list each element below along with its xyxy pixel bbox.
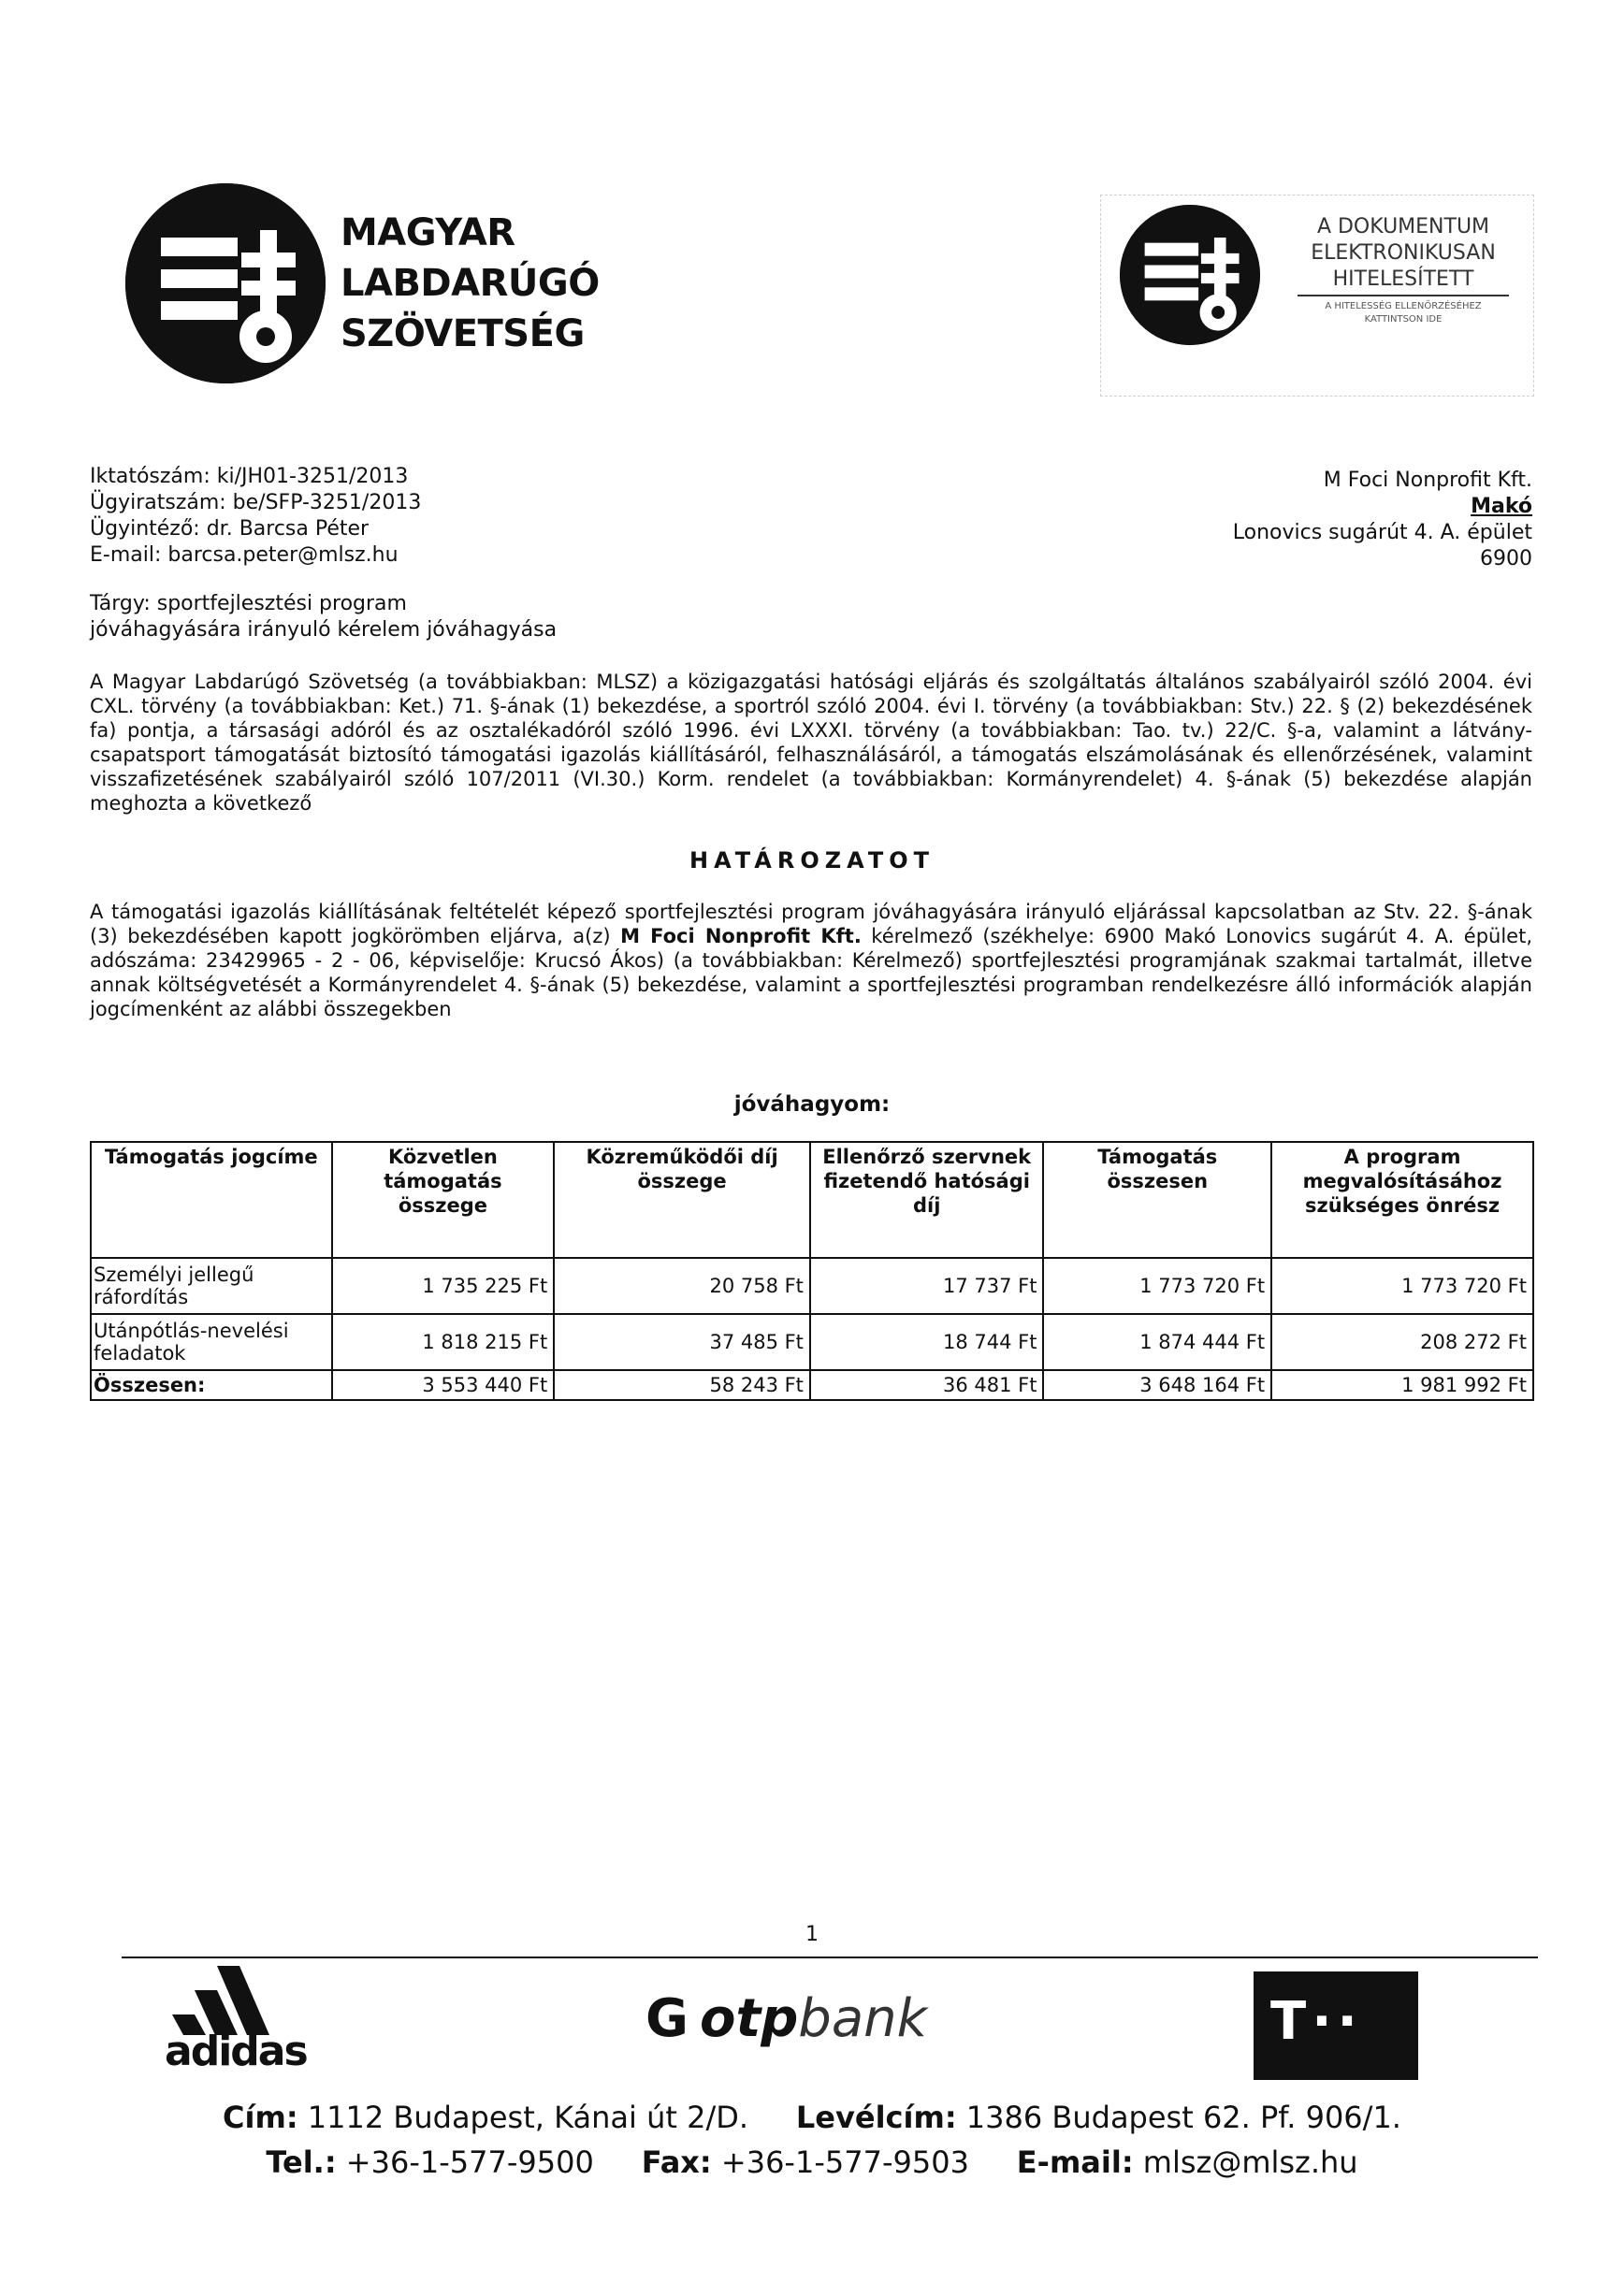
intro-paragraph: A Magyar Labdarúgó Szövetség (a továbbiakban: MLSZ) a közigazgatási hatósági eljárás és szolgáltatás általános szabályairól szóló 2004. évi CXL. törvény (a továbbiakban: Ket.) 71. §-ának (1) bekezdése, a sportról szóló 2004. évi I. törvény (a továbbiakban: Stv.) 22. § (2) bekezdésének fa) pontja, a társasági adóról és az osztalékadóról szóló 1996. évi LXXXI. törvény (a továbbiakban: Tao. tv.) 22/C. §-a, valamint a látvány-csapatsport támogatását biztosító támogatási igazolás kiállításáról, felhasználásáról, a támogatás elszámolásának és ellenőrzésének, valamint visszafizetésének szabályairól szóló 107/2011 (VI.30.) Korm. rendelet (a továbbiakban: Kormányrendelet) 4. §-ának (5) bekezdése alapján meghozta a következő	[90, 671, 1532, 815]
otp-wordmark-bold: otp	[699, 1988, 799, 2049]
phone-value: +36-1-577-9500	[345, 2144, 594, 2180]
table-cell: Összesen:	[91, 1370, 332, 1400]
table-header: Ellenőrző szervnek fizetendő hatósági díj	[810, 1142, 1044, 1258]
table-header: Közreműködői díj összege	[554, 1142, 810, 1258]
subject	[90, 591, 557, 643]
footer-contact-line	[0, 2144, 1624, 2181]
email-label: E-mail:	[1016, 2144, 1134, 2180]
adidas-wordmark: adidas	[165, 2028, 307, 2075]
address-label: Cím:	[223, 2100, 298, 2135]
table-cell: 1 735 225 Ft	[332, 1258, 555, 1314]
file-number: Iktatószám: ki/JH01-3251/2013	[90, 465, 409, 488]
postal-value: 1386 Budapest 62. Pf. 906/1.	[965, 2100, 1401, 2135]
table-header-row	[91, 1142, 1533, 1258]
org-name-line1: MAGYAR	[341, 211, 515, 254]
fax-label: Fax:	[641, 2144, 712, 2180]
table-total-row	[91, 1370, 1533, 1400]
table-cell: 1 818 215 Ft	[332, 1314, 555, 1370]
page-number: 1	[805, 1923, 819, 1946]
table-row	[91, 1258, 1533, 1314]
footer-address-line	[0, 2099, 1624, 2136]
recipient-zip: 6900	[1480, 547, 1532, 570]
mlsz-crest-icon	[125, 183, 326, 383]
table-cell: 18 744 Ft	[810, 1314, 1044, 1370]
case-officer: Ügyintéző: dr. Barcsa Péter	[90, 517, 370, 541]
recipient-city: Makó	[1471, 495, 1532, 518]
table-header: Támogatás jogcíme	[91, 1142, 332, 1258]
table-cell: 208 272 Ft	[1271, 1314, 1533, 1370]
grant-table	[90, 1141, 1534, 1401]
subject-line1: Tárgy: sportfejlesztési program	[90, 592, 407, 615]
otp-wordmark-light: bank	[798, 1988, 928, 2049]
document-meta	[90, 464, 421, 569]
table-row	[91, 1314, 1533, 1370]
table-cell: 3 648 164 Ft	[1043, 1370, 1271, 1400]
authentication-stamp[interactable]	[1100, 195, 1534, 397]
table-cell: 17 737 Ft	[810, 1258, 1044, 1314]
footer-email-link[interactable]: mlsz@mlsz.hu	[1142, 2144, 1358, 2180]
recipient-name: M Foci Nonprofit Kft.	[1323, 469, 1532, 492]
table-cell: 1 773 720 Ft	[1043, 1258, 1271, 1314]
telekom-mark: T··	[1270, 1991, 1363, 2052]
stamp-crest-graphic	[1120, 205, 1260, 345]
subject-line2: jóváhagyására irányuló kérelem jóváhagyása	[90, 618, 558, 642]
case-number: Ügyiratszám: be/SFP-3251/2013	[90, 491, 422, 514]
table-cell: 36 481 Ft	[810, 1370, 1044, 1400]
postal-label: Levélcím:	[795, 2100, 957, 2135]
table-cell: 1 981 992 Ft	[1271, 1370, 1533, 1400]
table-cell: 20 758 Ft	[554, 1258, 810, 1314]
recipient-address	[1233, 468, 1532, 572]
stamp-line3: HITELESÍTETT	[1332, 267, 1474, 291]
stamp-small1: A HITELESSÉG ELLENŐRZÉSÉHEZ	[1325, 301, 1482, 311]
fax-value: +36-1-577-9503	[720, 2144, 969, 2180]
table-header: Támogatás összesen	[1043, 1142, 1271, 1258]
stamp-line2: ELEKTRONIKUSAN	[1311, 241, 1496, 265]
org-name-line3: SZÖVETSÉG	[341, 312, 585, 355]
otp-symbol-icon: G	[645, 1988, 689, 2049]
mlsz-crest-graphic	[125, 183, 326, 383]
decision-applicant: M Foci Nonprofit Kft.	[620, 925, 862, 947]
table-cell: 58 243 Ft	[554, 1370, 810, 1400]
stamp-line1: A DOKUMENTUM	[1316, 215, 1490, 238]
recipient-street: Lonovics sugárút 4. A. épület	[1232, 521, 1532, 544]
decision-part1: A támogatási igazolás kiállításának feltételét képező sportfejlesztési program jóváhagyására irányuló eljárással kapcsolatban az Stv. 22. §-ának (3) bekezdésében kapott jogkörömben eljárva, a(z)	[90, 901, 1532, 947]
officer-email: E-mail: barcsa.peter@mlsz.hu	[90, 543, 399, 567]
otpbank-logo	[645, 1988, 927, 2049]
address-value: 1112 Budapest, Kánai út 2/D.	[307, 2100, 749, 2135]
table-cell: 1 773 720 Ft	[1271, 1258, 1533, 1314]
adidas-stripes-graphic	[167, 1962, 335, 2037]
org-name	[341, 208, 600, 359]
decision-part2: kérelmező (székhelye: 6900 Makó Lonovics sugárút 4. A. épület, adószáma: 23429965 - 2 - 06, képviselője: Krucsó Ákos) (a továbbiakban: Kérelmező) sportfejlesztési programjának szakmai tartalmát, illetve annak költségvetését a Kormányrendelet 4. §-ának (5) bekezdése, valamint a sportfejlesztési programban rendelkezésre álló információk alapján jogcímenként az alábbi összegekben	[90, 925, 1532, 1020]
table-cell: Személyi jellegű ráfordítás	[91, 1258, 332, 1314]
phone-label: Tel.:	[266, 2144, 337, 2180]
stamp-small2[interactable]: KATTINTSON IDE	[1364, 314, 1443, 325]
table-cell: Utánpótlás-nevelési feladatok	[91, 1314, 332, 1370]
table-cell: 1 874 444 Ft	[1043, 1314, 1271, 1370]
decision-paragraph	[90, 900, 1532, 1021]
table-cell: 3 553 440 Ft	[332, 1370, 555, 1400]
telekom-logo-icon	[1254, 1971, 1418, 2080]
org-name-line2: LABDARÚGÓ	[341, 262, 600, 305]
table-cell: 37 485 Ft	[554, 1314, 810, 1370]
decision-heading: HATÁROZATOT	[689, 847, 935, 874]
stamp-text	[1286, 214, 1520, 326]
approve-label: jóváhagyom:	[733, 1092, 891, 1117]
stamp-crest-icon	[1120, 205, 1260, 345]
footer-divider	[122, 1957, 1538, 1958]
stamp-divider	[1298, 295, 1509, 296]
table-header: Közvetlen támogatás összege	[332, 1142, 555, 1258]
table-header: A program megvalósításához szükséges önrész	[1271, 1142, 1533, 1258]
